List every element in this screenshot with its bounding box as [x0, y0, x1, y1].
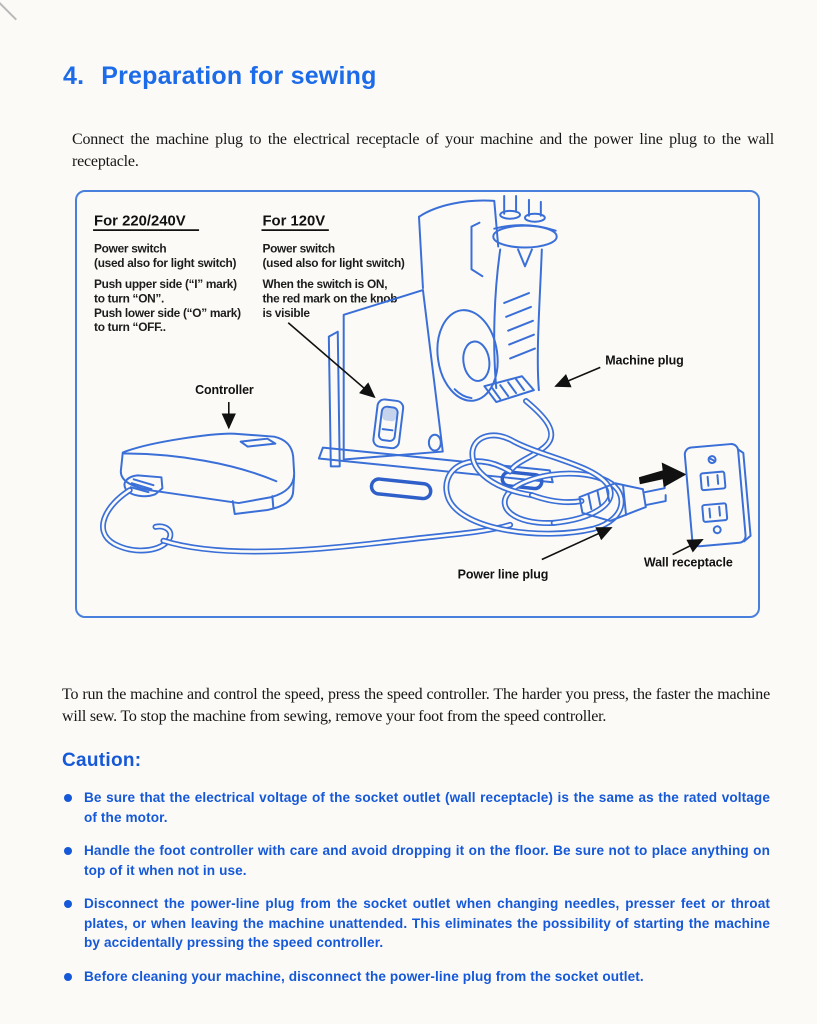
machine-foot: [371, 478, 432, 499]
caution-item-text: Be sure that the electrical voltage of the socket outlet (wall receptacle) is the same as the rated voltage of the motor.: [84, 790, 770, 825]
voltage-220-line: Push lower side (“O” mark): [94, 305, 241, 320]
voltage-220-line: Push upper side (“I” mark): [94, 277, 237, 292]
bullet-icon: [64, 973, 72, 981]
section-title: Preparation for sewing: [101, 61, 377, 90]
voltage-220-line: Power switch: [94, 241, 167, 256]
scan-artifact: [0, 2, 17, 20]
machine-plug-label: Machine plug: [605, 353, 684, 368]
caution-item-text: Before cleaning your machine, disconnect the power-line plug from the socket outlet.: [84, 968, 644, 984]
sewing-machine-drawing: [319, 196, 557, 499]
connection-diagram: [75, 190, 760, 618]
caution-item: [62, 841, 770, 880]
power-line-plug-label: Power line plug: [457, 567, 549, 582]
wall-receptacle-drawing: [684, 443, 751, 547]
power-switch: [373, 399, 404, 449]
voltage-120-line: the red mark on the knob: [262, 291, 398, 306]
voltage-220-block: [93, 214, 241, 335]
voltage-220-line: to turn “OFF..: [94, 320, 166, 335]
outlet-socket: [700, 471, 725, 490]
caution-item-text: Handle the foot controller with care and avoid dropping it on the floor. Be sure not to place anything on top of it when not in use.: [84, 843, 770, 878]
voltage-120-line: Power switch: [262, 241, 335, 256]
caution-item-text: Disconnect the power-line plug from the socket outlet when changing needles, presser feet or throat plates, or when leaving the machine unattended. This eliminates the possibility of starting the machine by accidentally pressing the speed controller.: [84, 896, 770, 950]
voltage-120-line: (used also for light switch): [262, 255, 405, 270]
page-title: [63, 62, 377, 91]
insert-direction-arrow: [639, 462, 687, 487]
foot-controller-drawing: [121, 434, 294, 514]
caution-heading: Caution:: [62, 750, 142, 771]
caution-item: [62, 788, 770, 827]
voltage-120-heading: For 120V: [262, 213, 326, 230]
intro-paragraph: Connect the machine plug to the electrical receptacle of your machine and the power line plug to the wall receptacle.: [72, 131, 774, 170]
caution-list: [62, 788, 770, 1000]
bullet-icon: [64, 794, 72, 802]
diagram-illustration: [77, 192, 758, 616]
caution-item: [62, 967, 770, 987]
body-paragraph: To run the machine and control the speed, press the speed controller. The harder you press, the faster the machine will sew. To stop the machine from sewing, remove your foot from the speed controller.: [62, 686, 770, 725]
bullet-icon: [64, 847, 72, 855]
caution-item: [62, 894, 770, 953]
voltage-220-line: to turn “ON”.: [94, 291, 165, 306]
voltage-220-heading: For 220/240V: [94, 213, 186, 230]
voltage-220-line: (used also for light switch): [94, 255, 237, 270]
section-number: 4.: [63, 61, 85, 90]
power-cords: [103, 401, 621, 552]
voltage-120-line: is visible: [262, 305, 310, 320]
wall-receptacle-label: Wall receptacle: [643, 555, 733, 570]
bullet-icon: [64, 900, 72, 908]
controller-label: Controller: [195, 383, 254, 398]
outlet-socket: [702, 503, 727, 522]
voltage-120-block: [261, 214, 404, 320]
voltage-120-line: When the switch is ON,: [262, 277, 388, 292]
